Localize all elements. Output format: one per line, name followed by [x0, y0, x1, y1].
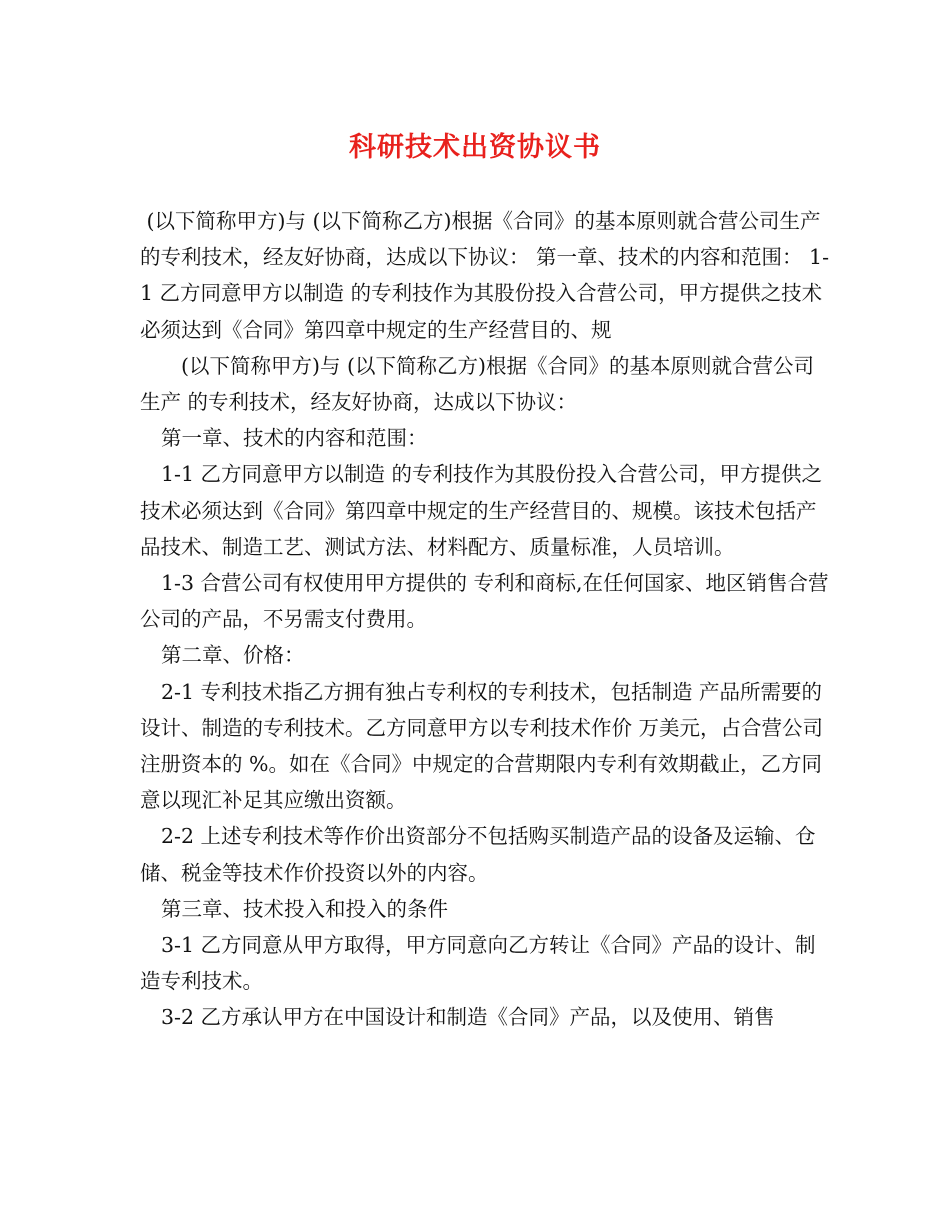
paragraph-intro: (以下简称甲方)与 (以下简称乙方)根据《合同》的基本原则就合营公司生产 的专利技术，经友好协商，达成以下协议：: [140, 353, 815, 415]
paragraph-summary: (以下简称甲方)与 (以下简称乙方)根据《合同》的基本原则就合营公司生产 的专利技术，经友好协商，达成以下协议： 第一章、技术的内容和范围： 1-1 乙方同意甲方以制造 的专利技作为其股份投入合营公司，甲方提供之技术必须达到《合同》第四章中规定的生产经营目的、规: [140, 209, 830, 342]
clause-2-2: 2-2 上述专利技术等作价出资部分不包括购买制造产品的设备及运输、仓储、税金等技术作价投资以外的内容。: [140, 824, 816, 885]
clause-3-2: 3-2 乙方承认甲方在中国设计和制造《合同》产品，以及使用、销售: [161, 1005, 775, 1030]
document-body: [140, 203, 830, 1036]
chapter-2-heading: 第二章、价格：: [161, 643, 305, 668]
chapter-1-heading: 第一章、技术的内容和范围：: [161, 426, 428, 451]
clause-3-1: 3-1 乙方同意从甲方取得，甲方同意向乙方转让《合同》产品的设计、制造专利技术。: [140, 933, 816, 994]
clause-1-1: 1-1 乙方同意甲方以制造 的专利技作为其股份投入合营公司，甲方提供之技术必须达到《合同》第四章中规定的生产经营目的、规模。该技术包括产品技术、制造工艺、测试方法、材料配方、质量标准，人员培训。: [140, 462, 823, 559]
document-title: 科研技术出资协议书: [349, 132, 601, 163]
clause-1-3: 1-3 合营公司有权使用甲方提供的 专利和商标,在任何国家、地区销售合营公司的产品，不另需支付费用。: [140, 571, 829, 632]
clause-2-1: 2-1 专利技术指乙方拥有独占专利权的专利技术，包括制造 产品所需要的设计、制造的专利技术。乙方同意甲方以专利技术作价 万美元，占合营公司注册资本的 %。如在《合同》中规定的合营期限内专利有效期截止，乙方同意以现汇补足其应缴出资额。: [140, 679, 824, 813]
chapter-3-heading: 第三章、技术投入和投入的条件: [161, 896, 448, 921]
